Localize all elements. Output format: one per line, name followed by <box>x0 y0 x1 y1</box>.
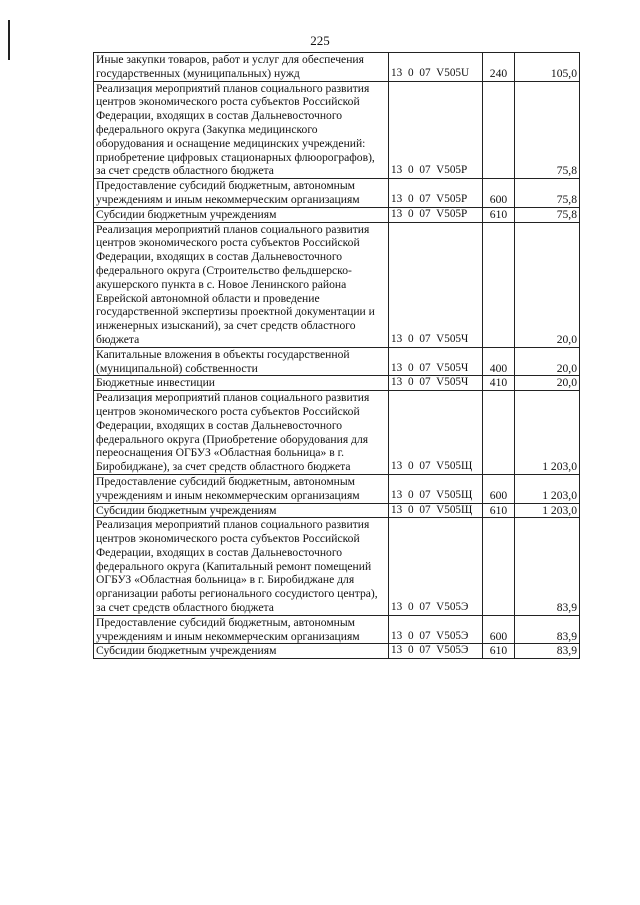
amount-cell: 83,9 <box>515 518 580 616</box>
table-row <box>94 376 580 391</box>
row-name-cell: Предоставление субсидий бюджетным, автономным учреждениям и иным некоммерческим организациям <box>94 474 389 503</box>
expense-type-cell: 600 <box>483 615 515 644</box>
row-name-cell: Реализация мероприятий планов социального развития центров экономического роста субъектов Российской Федерации, входящих в состав Дальневосточного федерального округа (Строительство фельдшерско-акушерского пункта в с. Новое Ленинского района Еврейской автономной области и проведение государственной экспертизы проектной документации и инженерных изысканий), за счет средств областного бюджета <box>94 222 389 347</box>
table-row <box>94 518 580 616</box>
table-row <box>94 347 580 376</box>
row-name-cell: Капитальные вложения в объекты государственной (муниципальной) собственности <box>94 347 389 376</box>
target-code-cell: 13 0 07 V505Ч <box>389 347 483 376</box>
expense-type-cell: 410 <box>483 376 515 391</box>
expense-type-cell <box>483 518 515 616</box>
expense-type-cell: 610 <box>483 207 515 222</box>
row-name-cell: Бюджетные инвестиции <box>94 376 389 391</box>
target-code-cell: 13 0 07 V505Э <box>389 518 483 616</box>
target-code-cell: 13 0 07 V505Э <box>389 615 483 644</box>
budget-table <box>93 52 580 659</box>
amount-cell: 20,0 <box>515 347 580 376</box>
expense-type-cell: 240 <box>483 53 515 82</box>
target-code-cell: 13 0 07 V505Щ <box>389 391 483 475</box>
target-code-cell: 13 0 07 V505P <box>389 81 483 179</box>
amount-cell: 105,0 <box>515 53 580 82</box>
table-row <box>94 222 580 347</box>
row-name-cell: Реализация мероприятий планов социального развития центров экономического роста субъектов Российской Федерации, входящих в состав Дальневосточного федерального округа (Приобретение оборудования для переоснащения ОГБУЗ «Областная больница» в г. Биробиджане), за счет средств областного бюджета <box>94 391 389 475</box>
row-name-cell: Предоставление субсидий бюджетным, автономным учреждениям и иным некоммерческим организациям <box>94 615 389 644</box>
row-name-cell: Предоставление субсидий бюджетным, автономным учреждениям и иным некоммерческим организациям <box>94 179 389 208</box>
amount-cell: 1 203,0 <box>515 391 580 475</box>
table-row <box>94 81 580 179</box>
row-name-cell: Иные закупки товаров, работ и услуг для обеспечения государственных (муниципальных) нужд <box>94 53 389 82</box>
table-row <box>94 615 580 644</box>
expense-type-cell: 610 <box>483 503 515 518</box>
amount-cell: 20,0 <box>515 222 580 347</box>
table-row <box>94 644 580 659</box>
amount-cell: 83,9 <box>515 615 580 644</box>
table-row <box>94 474 580 503</box>
amount-cell: 83,9 <box>515 644 580 659</box>
row-name-cell: Реализация мероприятий планов социального развития центров экономического роста субъектов Российской Федерации, входящих в состав Дальневосточного федерального округа (Закупка медицинского оборудования и оснащение медицинских учреждений: приобретение цифровых стационарных флюорографов), за счет средств областного бюджета <box>94 81 389 179</box>
amount-cell: 75,8 <box>515 207 580 222</box>
expense-type-cell: 600 <box>483 179 515 208</box>
table-row <box>94 391 580 475</box>
target-code-cell: 13 0 07 V505P <box>389 179 483 208</box>
expense-type-cell <box>483 391 515 475</box>
expense-type-cell: 400 <box>483 347 515 376</box>
row-name-cell: Субсидии бюджетным учреждениям <box>94 644 389 659</box>
row-name-cell: Субсидии бюджетным учреждениям <box>94 503 389 518</box>
target-code-cell: 13 0 07 V505Ч <box>389 222 483 347</box>
target-code-cell: 13 0 07 V505Ч <box>389 376 483 391</box>
target-code-cell: 13 0 07 V505P <box>389 207 483 222</box>
amount-cell: 75,8 <box>515 81 580 179</box>
amount-cell: 1 203,0 <box>515 503 580 518</box>
page-number: 225 <box>310 33 330 48</box>
expense-type-cell: 610 <box>483 644 515 659</box>
table-row <box>94 503 580 518</box>
expense-type-cell <box>483 222 515 347</box>
table-row <box>94 207 580 222</box>
table-row <box>94 53 580 82</box>
target-code-cell: 13 0 07 V505Щ <box>389 474 483 503</box>
target-code-cell: 13 0 07 V505Э <box>389 644 483 659</box>
amount-cell: 1 203,0 <box>515 474 580 503</box>
amount-cell: 20,0 <box>515 376 580 391</box>
target-code-cell: 13 0 07 V505Щ <box>389 503 483 518</box>
amount-cell: 75,8 <box>515 179 580 208</box>
table-row <box>94 179 580 208</box>
row-name-cell: Реализация мероприятий планов социального развития центров экономического роста субъектов Российской Федерации, входящих в состав Дальневосточного федерального округа (Капитальный ремонт помещений ОГБУЗ «Областная больница» в г. Биробиджане для организации работы регионального сосудистого центра), за счет средств областного бюджета <box>94 518 389 616</box>
expense-type-cell: 600 <box>483 474 515 503</box>
expense-type-cell <box>483 81 515 179</box>
row-name-cell: Субсидии бюджетным учреждениям <box>94 207 389 222</box>
target-code-cell: 13 0 07 V505U <box>389 53 483 82</box>
